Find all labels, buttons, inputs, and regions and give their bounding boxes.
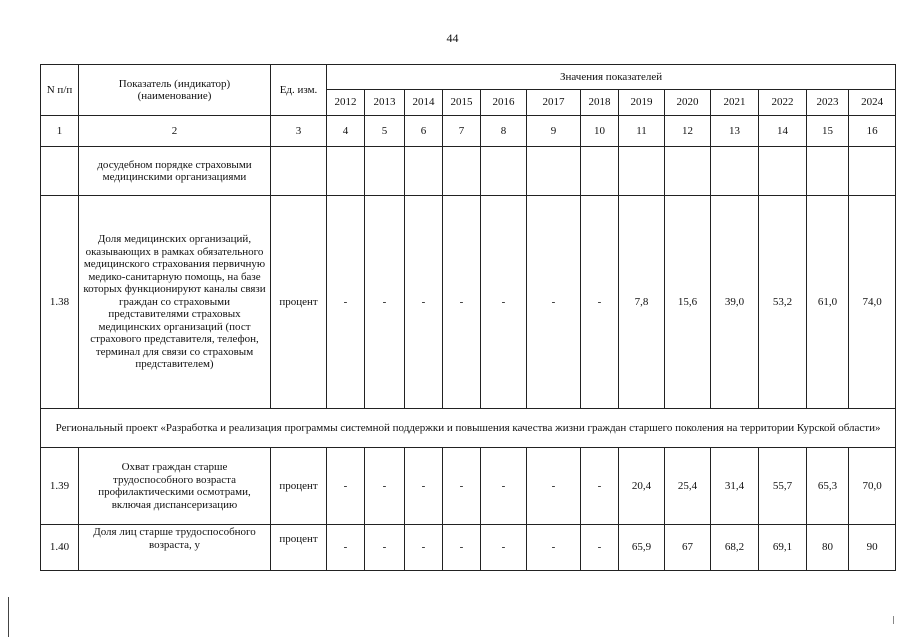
- page-number: 44: [446, 31, 459, 45]
- row-num: [41, 147, 79, 196]
- value-cell: [527, 147, 581, 196]
- column-number-row: [41, 116, 896, 147]
- year-header: 2017: [527, 90, 581, 116]
- value-cell: 90: [849, 525, 896, 571]
- header-values: Значения показателей: [327, 65, 896, 90]
- column-number: 6: [405, 116, 443, 147]
- value-cell: 74,0: [849, 196, 896, 409]
- column-number: 9: [527, 116, 581, 147]
- value-cell: -: [365, 196, 405, 409]
- year-header: 2013: [365, 90, 405, 116]
- value-cell: 65,9: [619, 525, 665, 571]
- value-cell: [481, 147, 527, 196]
- year-header: 2019: [619, 90, 665, 116]
- value-cell: [443, 147, 481, 196]
- column-number: 8: [481, 116, 527, 147]
- value-cell: 65,3: [807, 448, 849, 525]
- row-unit: процент: [271, 448, 327, 525]
- row-indicator: досудебном порядке страховыми медицинскими организациями: [79, 147, 271, 196]
- value-cell: -: [527, 525, 581, 571]
- table-row-continuation: [41, 147, 896, 196]
- year-header: 2018: [581, 90, 619, 116]
- column-number: 14: [759, 116, 807, 147]
- column-number: 5: [365, 116, 405, 147]
- header-num: N п/п: [41, 65, 79, 116]
- value-cell: -: [327, 196, 365, 409]
- table-row-1-40: [41, 525, 896, 571]
- value-cell: [759, 147, 807, 196]
- row-num: 1.40: [41, 525, 79, 571]
- value-cell: 80: [807, 525, 849, 571]
- column-number: 4: [327, 116, 365, 147]
- value-cell: -: [527, 448, 581, 525]
- value-cell: -: [405, 525, 443, 571]
- value-cell: -: [365, 525, 405, 571]
- column-number: 13: [711, 116, 759, 147]
- value-cell: [405, 147, 443, 196]
- row-unit: процент: [271, 525, 327, 571]
- value-cell: 67: [665, 525, 711, 571]
- row-indicator: Доля медицинских организаций, оказывающих в рамках обязательного медицинского страхования первичную медико-санитарную помощь, на базе которых функционируют каналы связи граждан со страховыми представителями страховых медицинских организаций (пост страхового представителя, телефон, терминал для связи со страховым представителем): [79, 196, 271, 409]
- column-number: 15: [807, 116, 849, 147]
- header-unit: Ед. изм.: [271, 65, 327, 116]
- year-header: 2024: [849, 90, 896, 116]
- column-number: 2: [79, 116, 271, 147]
- year-header: 2021: [711, 90, 759, 116]
- column-number: 12: [665, 116, 711, 147]
- value-cell: 55,7: [759, 448, 807, 525]
- value-cell: 39,0: [711, 196, 759, 409]
- value-cell: -: [405, 196, 443, 409]
- value-cell: -: [581, 196, 619, 409]
- scan-margin-line: [8, 597, 9, 637]
- value-cell: -: [327, 525, 365, 571]
- value-cell: [365, 147, 405, 196]
- value-cell: -: [443, 525, 481, 571]
- value-cell: -: [581, 525, 619, 571]
- value-cell: [711, 147, 759, 196]
- year-header: 2014: [405, 90, 443, 116]
- value-cell: [619, 147, 665, 196]
- year-header: 2015: [443, 90, 481, 116]
- header-indicator: Показатель (индикатор) (наименование): [79, 65, 271, 116]
- row-unit: процент: [271, 196, 327, 409]
- row-num: 1.38: [41, 196, 79, 409]
- year-header: 2016: [481, 90, 527, 116]
- year-header: 2022: [759, 90, 807, 116]
- value-cell: [581, 147, 619, 196]
- value-cell: 7,8: [619, 196, 665, 409]
- value-cell: 70,0: [849, 448, 896, 525]
- value-cell: -: [405, 448, 443, 525]
- header-row: [41, 65, 896, 90]
- value-cell: [665, 147, 711, 196]
- value-cell: -: [327, 448, 365, 525]
- year-header: 2023: [807, 90, 849, 116]
- row-num: 1.39: [41, 448, 79, 525]
- column-number: 3: [271, 116, 327, 147]
- value-cell: -: [481, 196, 527, 409]
- value-cell: [327, 147, 365, 196]
- indicators-table: [40, 64, 896, 571]
- column-number: 11: [619, 116, 665, 147]
- value-cell: 53,2: [759, 196, 807, 409]
- value-cell: [807, 147, 849, 196]
- value-cell: -: [481, 448, 527, 525]
- value-cell: 25,4: [665, 448, 711, 525]
- value-cell: -: [481, 525, 527, 571]
- row-indicator: Охват граждан старше трудоспособного возраста профилактическими осмотрами, включая диспансеризацию: [79, 448, 271, 525]
- scan-margin-mark: [893, 616, 894, 624]
- value-cell: -: [443, 448, 481, 525]
- year-header: 2020: [665, 90, 711, 116]
- regional-project-title: Региональный проект «Разработка и реализация программы системной поддержки и повышения качества жизни граждан старшего поколения на территории Курской области»: [41, 409, 896, 448]
- row-indicator: Доля лиц старше трудоспособного возраста, у: [79, 525, 271, 571]
- row-unit: [271, 147, 327, 196]
- value-cell: 61,0: [807, 196, 849, 409]
- value-cell: 15,6: [665, 196, 711, 409]
- column-number: 10: [581, 116, 619, 147]
- table-row-1-39: [41, 448, 896, 525]
- value-cell: 68,2: [711, 525, 759, 571]
- column-number: 1: [41, 116, 79, 147]
- value-cell: -: [443, 196, 481, 409]
- value-cell: -: [365, 448, 405, 525]
- value-cell: -: [527, 196, 581, 409]
- year-header: 2012: [327, 90, 365, 116]
- table-row-1-38: [41, 196, 896, 409]
- value-cell: 31,4: [711, 448, 759, 525]
- column-number: 16: [849, 116, 896, 147]
- value-cell: [849, 147, 896, 196]
- value-cell: 69,1: [759, 525, 807, 571]
- value-cell: -: [581, 448, 619, 525]
- value-cell: 20,4: [619, 448, 665, 525]
- column-number: 7: [443, 116, 481, 147]
- table-row-project: [41, 409, 896, 448]
